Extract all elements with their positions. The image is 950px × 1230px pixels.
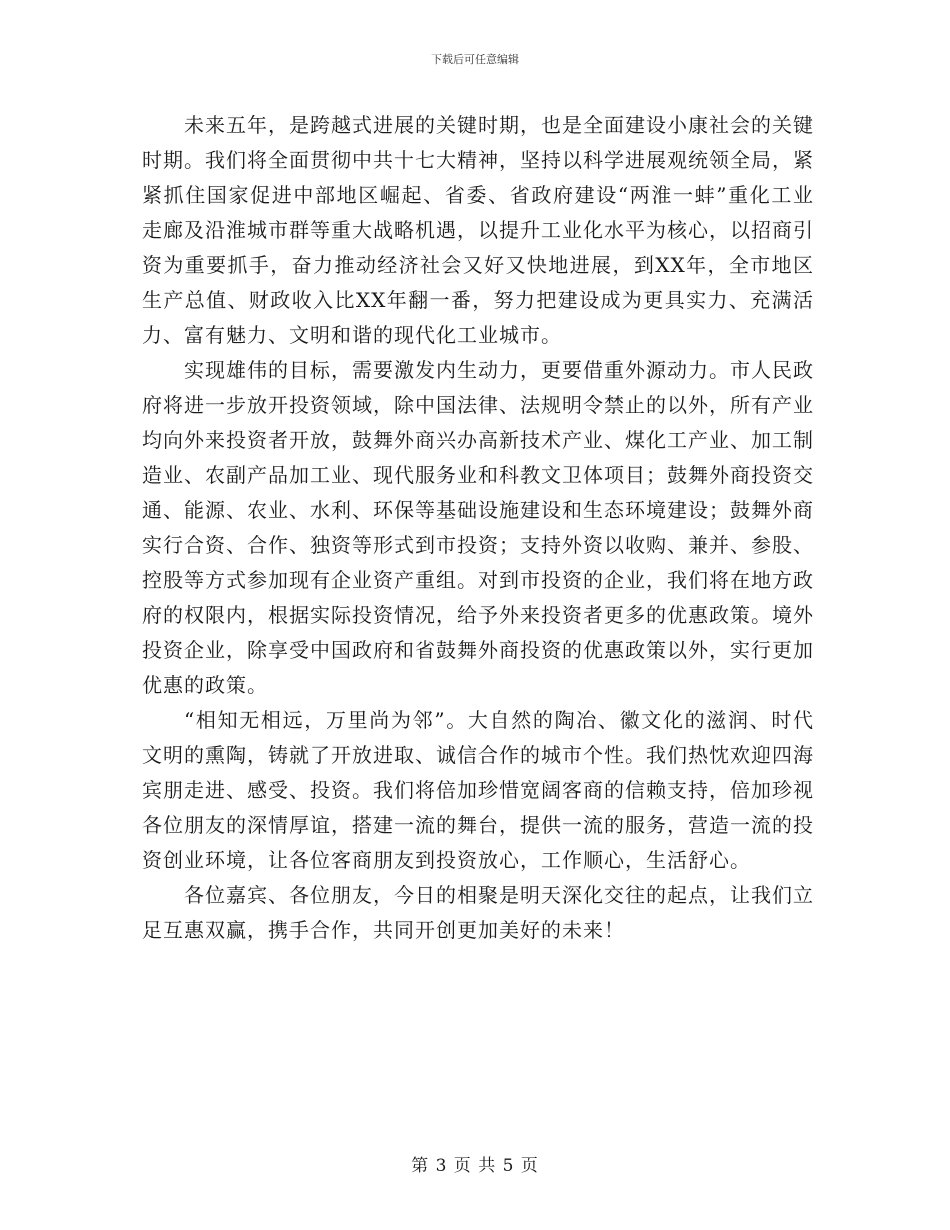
document-body — [142, 108, 814, 948]
paragraph-1: 未来五年，是跨越式进展的关键时期，也是全面建设小康社会的关键时期。我们将全面贯彻中共十七大精神，坚持以科学进展观统领全局，紧紧抓住国家促进中部地区崛起、省委、省政府建设“两淮一蚌”重化工业走廊及沿淮城市群等重大战略机遇，以提升工业化水平为核心，以招商引资为重要抓手，奋力推动经济社会又好又快地进展，到XX年，全市地区生产总值、财政收入比XX年翻一番，努力把建设成为更具实力、充满活力、富有魅力、文明和谐的现代化工业城市。 — [142, 113, 814, 347]
paragraph-3: “相知无相远，万里尚为邻”。大自然的陶冶、徽文化的滋润、时代文明的熏陶，铸就了开放进取、诚信合作的城市个性。我们热忱欢迎四海宾朋走进、感受、投资。我们将倍加珍惜宽阔客商的信赖支持，倍加珍视各位朋友的深情厚谊，搭建一流的舞台，提供一流的服务，营造一流的投资创业环境，让各位客商朋友到投资放心，工作顺心，生活舒心。 — [142, 708, 814, 872]
page-header: 下载后可任意编辑 — [431, 53, 519, 66]
paragraph-2: 实现雄伟的目标，需要激发内生动力，更要借重外源动力。市人民政府将进一步放开投资领域，除中国法律、法规明令禁止的以外，所有产业均向外来投资者开放，鼓舞外商兴办高新技术产业、煤化工产业、加工制造业、农副产品加工业、现代服务业和科教文卫体项目；鼓舞外商投资交通、能源、农业、水利、环保等基础设施建设和生态环境建设；鼓舞外商实行合资、合作、独资等形式到市投资；支持外资以收购、兼并、参股、控股等方式参加现有企业资产重组。对到市投资的企业，我们将在地方政府的权限内，根据实际投资情况，给予外来投资者更多的优惠政策。境外投资企业，除享受中国政府和省鼓舞外商投资的优惠政策以外，实行更加优惠的政策。 — [142, 358, 814, 697]
paragraph-4: 各位嘉宾、各位朋友，今日的相聚是明天深化交往的起点，让我们立足互惠双赢，携手合作，共同开创更加美好的未来！ — [142, 883, 814, 942]
page-number-footer: 第 3 页 共 5 页 — [411, 1156, 539, 1176]
